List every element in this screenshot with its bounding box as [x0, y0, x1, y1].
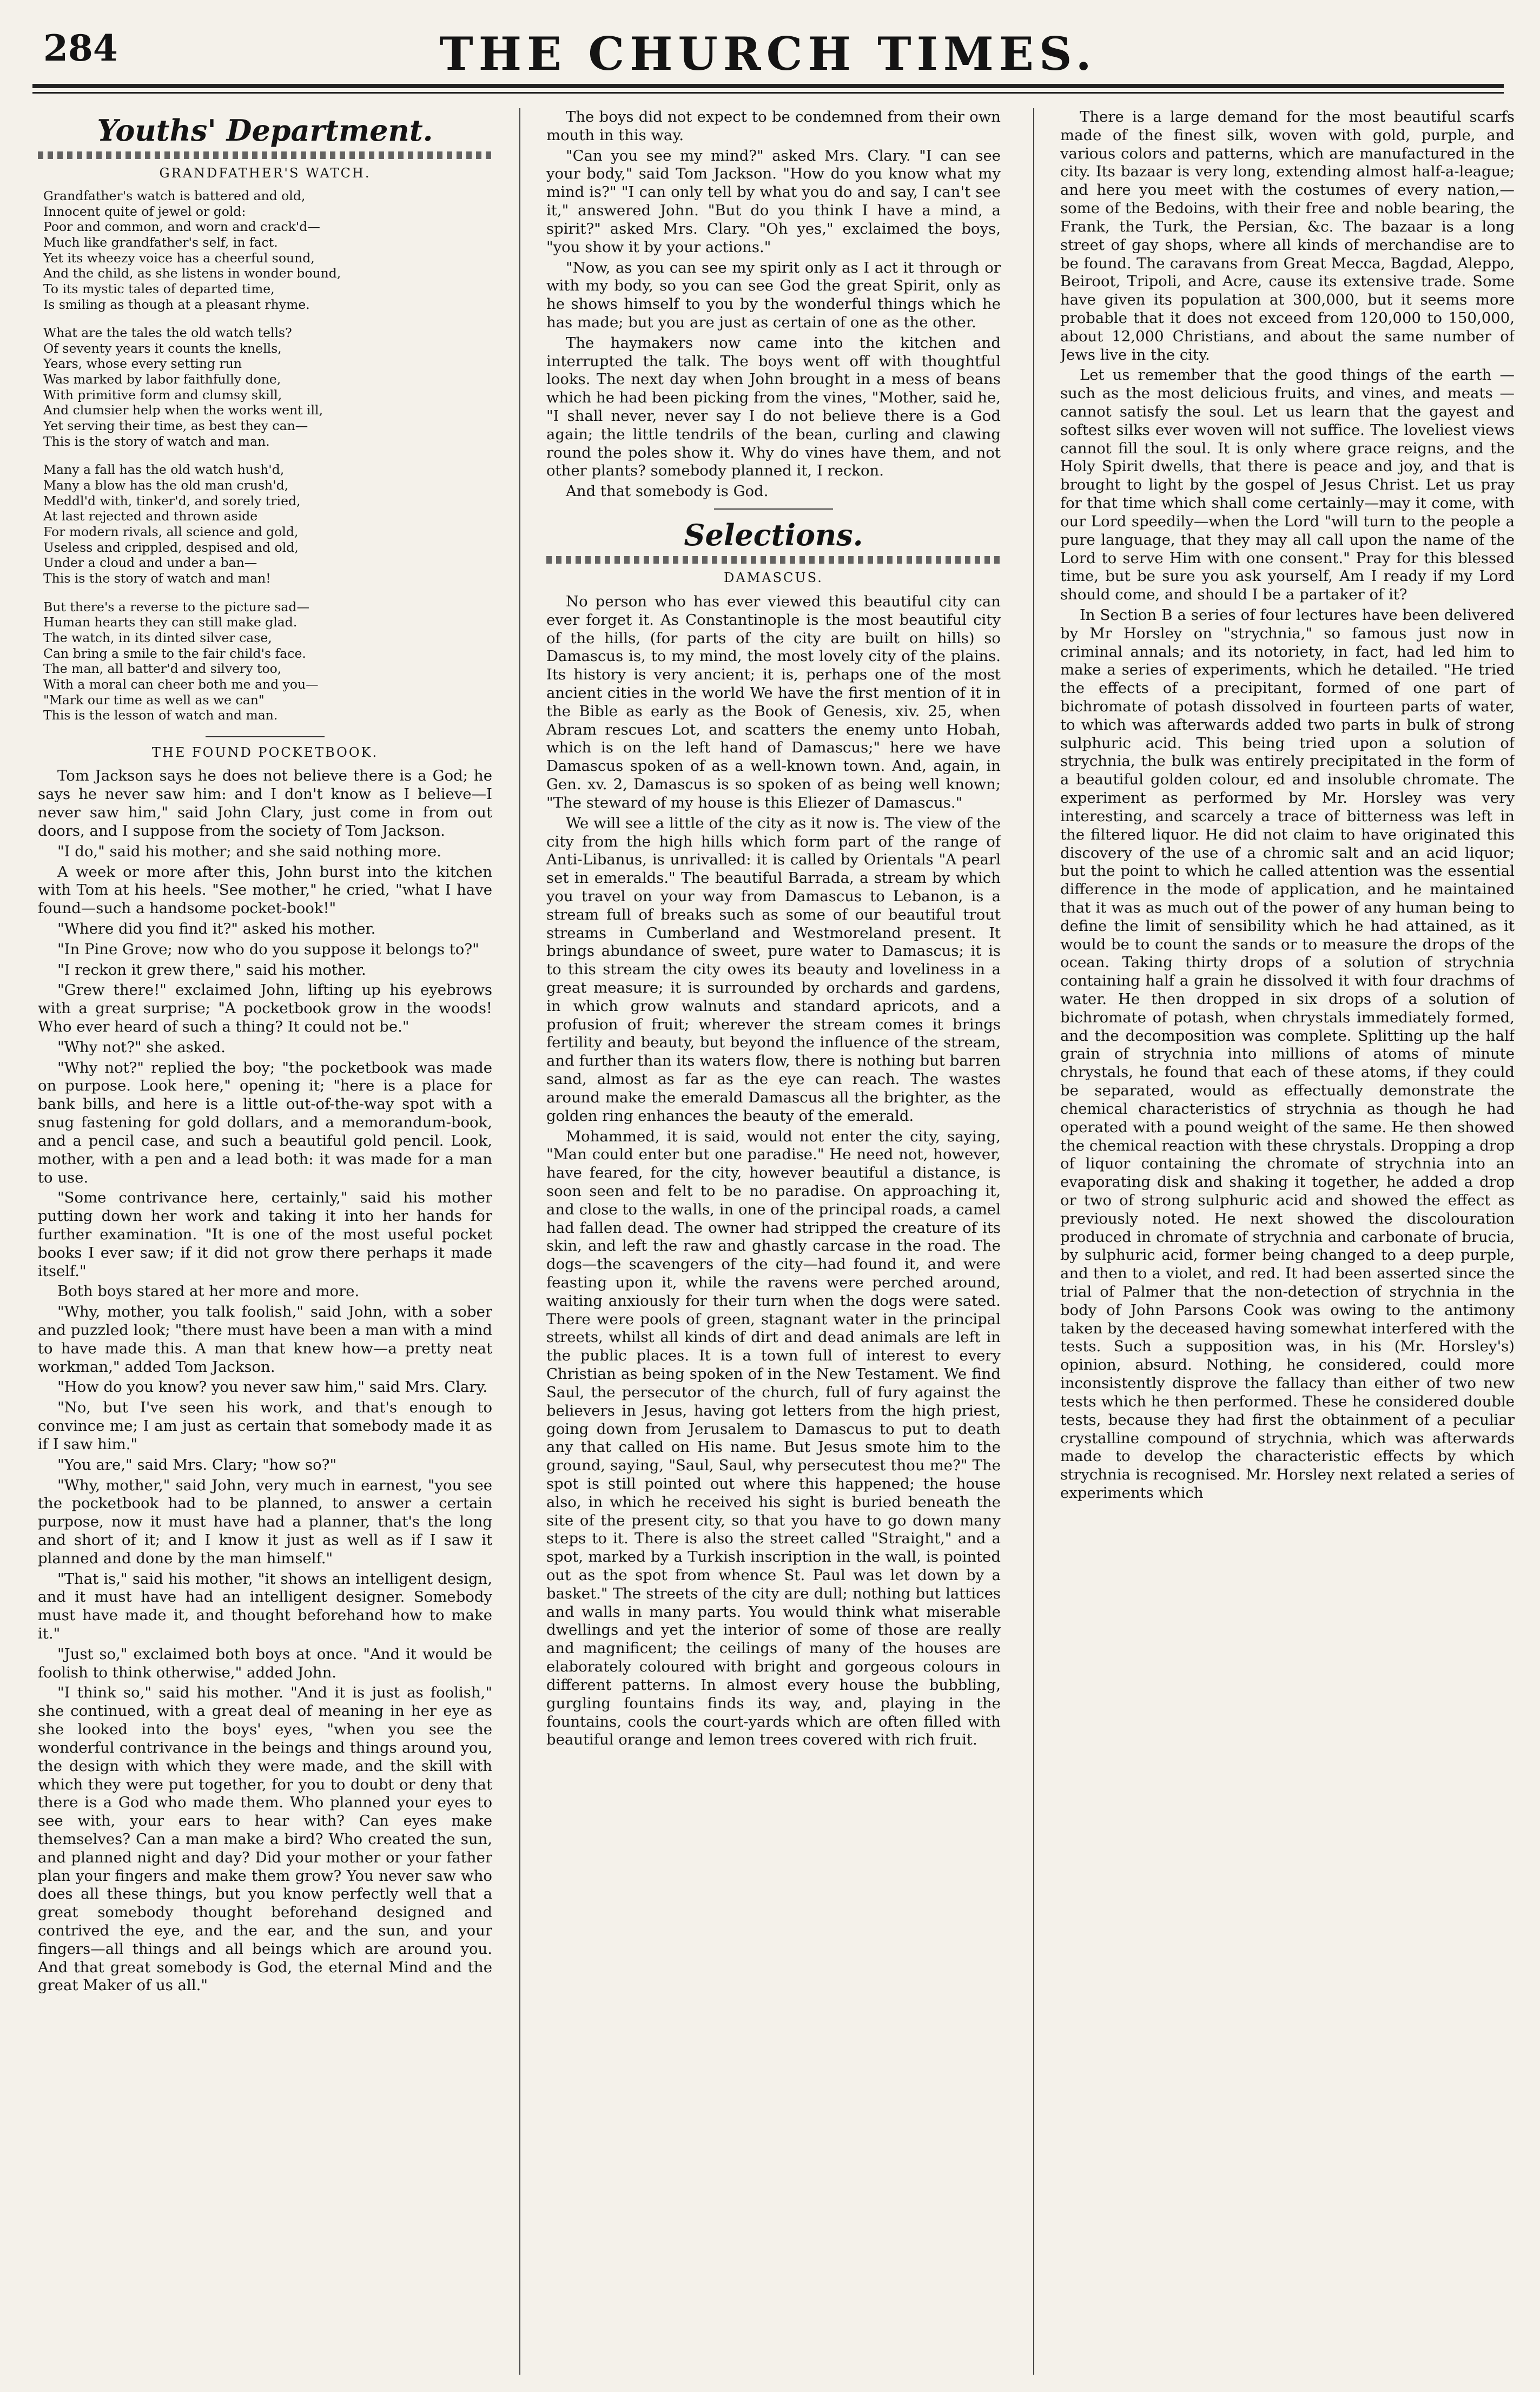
poem-line: The watch, in its dinted silver case, [43, 630, 272, 645]
poem-stanza [43, 462, 492, 586]
poem-line: Poor and common, and worn and crack'd— [43, 219, 320, 235]
poem-line: At last rejected and thrown aside [43, 508, 258, 524]
paragraph: "Now, as you can see my spirit only as I act it through or with my body, so you can see God the great Spirit, only as he shows himself to you by the wonderful things which he has made; but you are just as certain of one as the other. [546, 259, 1001, 331]
story-title: THE FOUND POCKETBOOK. [151, 744, 379, 760]
paragraph: No person who has ever viewed this beautiful city can ever forget it. As Constantinople is the most beautiful city of the hills, (for parts of the city are built on hills) so Damascus is, to my mind, the most lovely city of the plains. Its history is very ancient; it is, perhaps one of the most ancient cities in the world We have the first mention of it in the Bible as early as the Book of Genesis, xiv. 25, when Abram rescues Lot, and scatters the enemy unto Hobah, which is on the left hand of Damascus;" here we have Damascus spoken of as a well-known town. And, again, in Gen. xv. 2, Damascus is so spoken of as being well known; "The steward of my house is this Eliezer of Damascus." [546, 592, 1001, 811]
poem-line: This is the story of watch and man! [43, 571, 271, 586]
paragraph: The boys did not expect to be condemned from their own mouth in this way. [546, 108, 1001, 144]
paragraph: "Some contrivance here, certainly," said his mother putting down her work and taking it into her hands for further examination. "It is one of the most useful pocket books I ever saw; if it did not grow there perhaps it made itself." [38, 1189, 492, 1280]
paragraph: "Grew there!" exclaimed John, lifting up his eyebrows with a great surprise; "A pocketbook grow in the woods! Who ever heard of such a thing? It could not be." [38, 981, 492, 1035]
paragraph: Both boys stared at her more and more. [57, 1283, 360, 1300]
poem-line: With a moral can cheer both me and you— [43, 676, 319, 692]
column-divider [1033, 108, 1034, 2375]
section-heading-selections: Selections. [684, 518, 863, 553]
poem-line: What are the tales the old watch tells? [43, 325, 292, 341]
poem-line: With primitive form and clumsy skill, [43, 387, 282, 402]
poem-stanza [43, 599, 492, 723]
ornamental-rule [546, 556, 1001, 564]
paragraph: A week or more after this, John burst into the kitchen with Tom at his heels. "See mother," he cried, "what I have found—such a handsome pocket-book!" [38, 863, 492, 917]
poem-line: For modern rivals, all science and gold, [43, 524, 299, 540]
poem-line: Yet its wheezy voice has a cheerful sound, [43, 250, 315, 266]
poem-line: But there's a reverse to the picture sad— [43, 599, 309, 614]
column-3 [1060, 108, 1515, 2375]
paragraph: Mohammed, it is said, would not enter the city, saying, "Man could enter but one paradise." He need not, however, have feared, for the city, however beautiful a distance, is soon seen and felt to be no paradise. On approaching it, and close to the walls, in one of the principal roads, a camel had fallen dead. The owner had stripped the creature of its skin, and left the raw and ghastly carcase in the road. The dogs—the scavengers of the city—had found it, and were feasting upon it, while the ravens were perched around, waiting anxiously for their turn when the dogs were sated. There were pools of green, stagnant water in the principal streets, whilst all kinds of dirt and dead animals are left in the public places. It is a town full of interest to every Christian as being spoken of in the New Testament. We find Saul, the persecutor of the church, full of fury against the believers in Jesus, having got letters from the high priest, going down from Jerusalem to Damascus to put to death any that called on His name. But Jesus smote him to the ground, saying, "Saul, Saul, why persecutest thou me?" The spot is still pointed out where this happened; the house also, in which he received his sight is buried beneath the site of the present city, so that you have to go down many steps to it. There is also the street called "Straight," and a spot, marked by a Turkish inscription in the wall, is pointed out as the spot from whence St. Paul was let down by a basket." The streets of the city are dull; nothing but lattices and walls in many parts. You would think what miserable dwellings and yet the interior of some of those are really and magnificent; the ceilings of many of the houses are elaborately coloured with bright and gorgeous colours in different patterns. In almost every house the bubbling, gurgling fountains finds its way, and, playing in the fountains, cools the court-yards which are often filled with beautiful orange and lemon trees covered with rich fruit. [546, 1127, 1001, 1749]
paragraph: Let us remember that the good things of the earth —such as the most delicious fruits, and vines, and meats —cannot satisfy the soul. Let us learn that the gayest and softest silks ever woven will not suffice. The loveliest views cannot fill the soul. It is only where grace reigns, and the Holy Spirit dwells, that there is peace and joy, and that is brought to light by the gospel of Jesus Christ. Let us pray for that time which shall come certainly—may it come, with our Lord speedily—when the Lord "will turn to the people a pure language, that they may all call upon the name of the Lord to serve Him with one consent." Pray for this blessed time, but be sure you ask yourself, Am I ready if my Lord should come, and should I be a partaker of it? [1060, 366, 1515, 604]
poem-stanza [43, 325, 492, 449]
story-text-continued [546, 108, 1001, 501]
masthead-rule-thick [32, 84, 1504, 88]
masthead-rule-thin [32, 92, 1504, 94]
poem-line: Of seventy years it counts the knells, [43, 340, 282, 356]
paragraph: In Section B a series of four lectures have been delivered by Mr Horsley on "strychnia," so famous just now in criminal annals; and its notoriety, in fact, had led him to make a series of experiments, which he detailed. "He tried the effects of a precipitant, formed of one part of bichromate of potash dissolved in fourteen parts of water, to which was afterwards added two parts in bulk of strong sulphuric acid. This being tried upon a solution of strychnia, the bulk was entirely precipitated in the form of a beautiful golden colour, ed and insoluble chromate. The experiment as performed by Mr. Horsley was very interesting, and scarcely a trace of bitterness was left in the filtered liquor. He did not claim to have originated this discovery of the use of a chromic salt and an acid liquor; but the point to which he called attention was the essential difference in the mode of application, and he maintained that it was as much out of the power of any human being to define the limit of sensibility which he had attained, as it would be to count the sands or to measure the drops of the ocean. Taking thirty drops of a solution of strychnia containing half a grain he dissolved it with four drachms of water. He then dropped in six drops of a solution of bichromate of potash, when chrystals immediately formed, and the decomposition was complete. Splitting up the half grain of strychnia into millions of atoms of minute chrystals, he found that each of these atoms, if they could be separated, would as effectually demonstrate the chemical characteristics of strychnia as though he had operated with a pound weight of the same. He then showed the chemical reaction with these chrystals. Dropping a drop of liquor containing the chromate of strychnia into an evaporating disk and shaking it together, he added a drop or two of strong sulphuric acid and showed the effect as previously noted. He next showed the discolouration produced in chromate of strychnia and carbonate of brucia, by sulphuric acid, former being changed to a deep purple, and then to a violet, and red. It had been asserted since the trial of Palmer that the non-detection of strychnia in the body of John Parsons Cook was owing to the antimony taken by the deceased having somewhat interfered with the tests. Such a supposition was, in his (Mr. Horsley's) opinion, absurd. Nothing, he considered, could more inconsistently disprove the fallacy than either of two new tests which he then performed. These he considered double tests, because they had first the obtainment of a peculiar crystalline compound of strychnia, which was afterwards made to develop the characteristic effects by which strychnia is recognised. Mr. Horsley next related a series of experiments which [1060, 606, 1515, 1502]
article-text-continued [1060, 108, 1515, 1503]
paragraph: "How do you know? you never saw him," said Mrs. Clary. [57, 1378, 488, 1396]
poem-line: This is the story of watch and man. [43, 433, 270, 449]
page-number: 284 [43, 27, 118, 69]
paragraph: The haymakers now came into the kitchen and interrupted the talk. The boys went off with thoughtful looks. The next day when John brought in a mess of beans which he had been picking from the vines, "Mother, said he, "I shall never, never say I do not believe there is a God again; the little tendrils of the bean, curling and clawing round the poles show it. Why do vines have them, and not other plants? somebody planned it, I reckon. [546, 334, 1001, 480]
paragraph: "Why not?" she asked. [57, 1038, 226, 1056]
poem-line: Much like grandfather's self, in fact. [43, 234, 278, 250]
section-heading-youths-department: Youths' Department. [97, 113, 433, 148]
poem-line: Can bring a smile to the fair child's face. [43, 645, 306, 661]
poem-line: Human hearts they can still make glad. [43, 614, 298, 630]
poem-line: Many a fall has the old watch hush'd, [43, 462, 285, 478]
column-divider [519, 108, 520, 2375]
poem-line: The man, all batter'd and silvery too, [43, 661, 282, 677]
poem-line: Years, whose every setting run [43, 356, 242, 372]
paragraph: "I reckon it grew there," said his mother. [57, 961, 366, 979]
poem-line: Yet serving their time, as best they can— [43, 418, 308, 434]
column-1 [38, 108, 492, 2375]
paragraph: "Just so," exclaimed both boys at once. "And it would be foolish to think otherwise," added John. [38, 1645, 492, 1681]
paragraph: "Why, mother, you talk foolish," said John, with a sober and puzzled look; "there must have been a man with a mind to have made this. A man that knew how—a pretty neat workman," added Tom Jackson. [38, 1303, 492, 1376]
article-title: DAMASCUS. [724, 570, 823, 586]
poem-line: Was marked by labor faithfully done, [43, 372, 281, 387]
paragraph: "Where did you find it?" asked his mother. [57, 920, 376, 937]
divider-rule [714, 508, 833, 510]
poem-line: This is the lesson of watch and man. [43, 708, 278, 723]
paragraph: "I think so," said his mother. "And it is just as foolish," she continued, with a great deal of meaning in her eye as she looked into the boys' eyes, "when you see the wonderful contrivance in the beings and things around you, the design with which they were made, and the skill with which they were put together, for you to doubt or deny that there is a God who made them. Who planned your eyes to see with, your ears to hear with? Can eyes make themselves? Can a man make a bird? Who created the sun, and planned night and day? Did your mother or your father plan your fingers and make them grow? You never saw who does all these things, but you know perfectly well that a great somebody thought beforehand designed and contrived the eye, and the ear, and the sun, and your fingers—all things and all beings which are around you. And that great somebody is God, the eternal Mind and the great Maker of us all." [38, 1684, 492, 1994]
paragraph: "No, but I've seen his work, and that's enough to convince me; I am just as certain that somebody made it as if I saw him." [38, 1399, 492, 1453]
poem-stanza [43, 188, 492, 312]
poem-title: GRANDFATHER'S WATCH. [159, 166, 371, 181]
paragraph: There is a large demand for the most beautiful scarfs made of the finest silk, woven with gold, purple, and various colors and patterns, which are manufactured in the city. Its bazaar is very long, extending almost half-a-league; and here you meet with the costumes of every nation,—some of the Bedoins, with their free and noble bearing, the Frank, the Turk, the Persian, &c. The bazaar is a long street of gay shops, where all kinds of merchandise are to be found. The caravans from Great Mecca, Bagdad, Aleppo, Beiroot, Tripoli, and Acre, cause its extensive trade. Some have given its population at 300,000, but it seems more probable that it does not exceed from 120,000 to 150,000, about 12,000 Christians, and about the same number of Jews live in the city. [1060, 108, 1515, 364]
poem-line: Useless and crippled, despised and old, [43, 539, 299, 555]
paragraph: "That is," said his mother, "it shows an intelligent design, and it must have had an intelligent designer. Somebody must have made it, and thought beforehand how to make it." [38, 1570, 492, 1642]
paragraph: "Why not?" replied the boy; "the pocketbook was made on purpose. Look here," opening it; "here is a place for bank bills, and here is a little out-of-the-way spot with a snug fastening for gold dollars, and a memorandum-book, and a pencil case, and such a beautiful gold pencil. Look, mother, with a pen and a lead both: it was made for a man to use. [38, 1059, 492, 1186]
poem-line: And clumsier help when the works went ill, [43, 402, 323, 418]
poem-line: And the child, as she listens in wonder bound, [43, 266, 341, 281]
paragraph: "Why, mother," said John, very much in earnest, "you see the pocketbook had to be planned, to answer a certain purpose, now it must have had a planner, that's the long and short of it; and I know it just as well as if I saw it planned and done by the man himself." [38, 1476, 492, 1567]
poem-line: Meddl'd with, tinker'd, and sorely tried, [43, 493, 301, 508]
paragraph: "Can you see my mind?" asked Mrs. Clary. "I can see your body," said Tom Jackson. "How do you know what my mind is?" "I can only tell by what you do and say, I can't see it," answered John. "But do you think I have a mind, a spirit?" asked Mrs. Clary. "Oh yes," exclaimed the boys, "you show it by your actions." [546, 147, 1001, 256]
poem-line: Grandfather's watch is battered and old, [43, 188, 306, 203]
poem-line: Under a cloud and under a ban— [43, 555, 257, 571]
ornamental-rule [38, 151, 492, 159]
paragraph: We will see a little of the city as it now is. The view of the city from the high hills which form part of the range of Anti-Libanus, is unrivalled: it is called by Orientals "A pearl set in emeralds." The beautiful Barrada, a stream by which you travel on your way from Damascus to Lebanon, is a stream full of breaks such as some of our beautiful trout streams in Cumberland and Westmoreland present. It brings abundance of sweet, pure water to Damascus; it is to this stream the city owes its beauty and loveliness in a great measure; it is surrounded by orchards and gardens, in which grow walnuts and standard apricots, and a profusion of fruit; wherever the stream comes it brings fertility and beauty, but beyond the influence of the stream, and further than its waters flow, there is nothing but barren sand, almost as far as the eye can reach. The wastes around make the emerald Damascus all the brighter, as the golden ring enhances the beauty of the emerald. [546, 814, 1001, 1125]
poem-line: Many a blow has the old man crush'd, [43, 478, 289, 493]
paragraph: "You are," said Mrs. Clary; "how so?" [57, 1456, 337, 1473]
poem-grandfathers-watch [43, 188, 492, 723]
masthead [32, 16, 1504, 81]
poem-line: Is smiling as though at a pleasant rhyme. [43, 296, 310, 312]
poem-line: Innocent quite of jewel or gold: [43, 203, 246, 219]
divider-rule [206, 736, 325, 737]
paragraph: "I do," said his mother; and she said nothing more. [57, 842, 441, 860]
paragraph: Tom Jackson says he does not believe there is a God; he says he never saw him: and I don't know as I believe—I never saw him," said John Clary, just come in from out doors, and I suppose from the society of Tom Jackson. [38, 767, 492, 840]
poem-line: To its mystic tales of departed time, [43, 281, 275, 296]
article-text [546, 593, 1001, 1749]
column-2 [546, 108, 1001, 2375]
paper-title: THE CHURCH TIMES. [439, 27, 1097, 81]
paragraph: And that somebody is God. [566, 483, 769, 500]
poem-line: "Mark our time as well as we can" [43, 692, 265, 708]
story-text [38, 767, 492, 1995]
paragraph: "In Pine Grove; now who do you suppose it belongs to?" [57, 940, 479, 958]
